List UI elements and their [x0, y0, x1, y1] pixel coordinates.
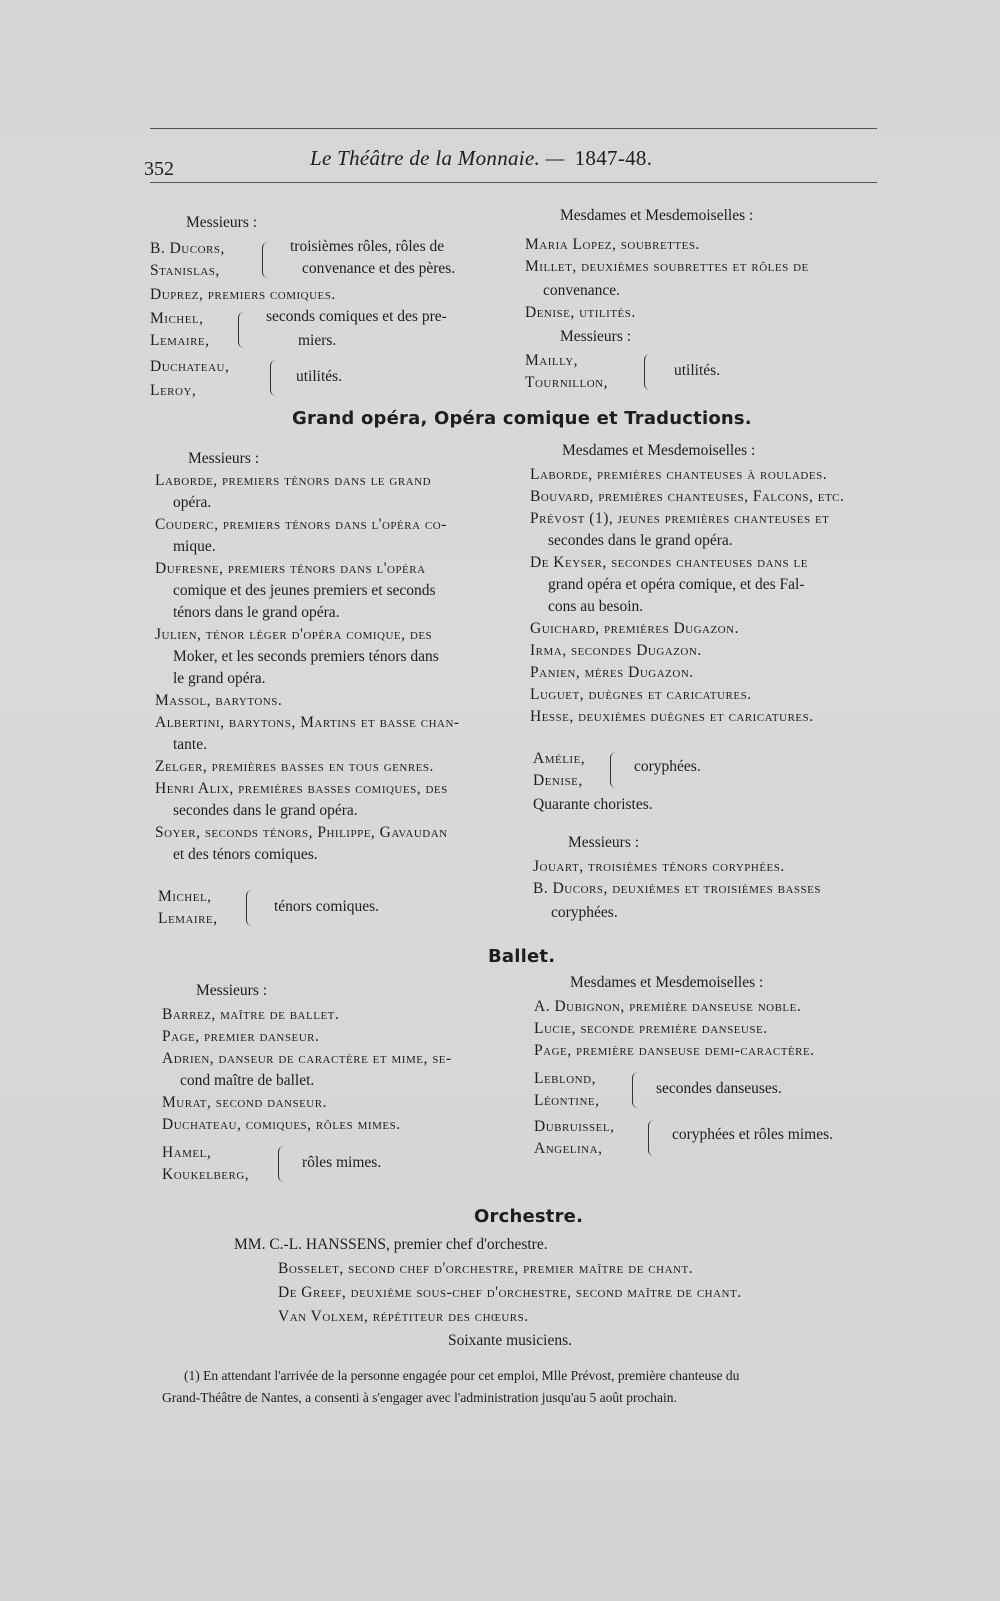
top-left-g3-name-2: Leroy, [150, 382, 197, 399]
grand-opera-right-heading: Mesdames et Mesdemoiselles : [562, 442, 756, 459]
go-right-line: Panien, mères Dugazon. [530, 664, 694, 681]
go-right-messieurs: Messieurs : [568, 834, 640, 851]
grand-opera-left-column [155, 470, 505, 866]
go-right-line: De Keyser, secondes chanteuses dans le [530, 554, 808, 571]
grand-opera-right-column [530, 464, 890, 728]
top-right-g-name-1: Mailly, [525, 352, 579, 369]
orchestre-line-4: Van Volxem, répétiteur des chœurs. [278, 1308, 529, 1325]
ballet-left-group-name-1: Hamel, [162, 1144, 212, 1161]
top-left-g1-name-2: Stanislas, [150, 262, 220, 279]
top-right-line-2b: convenance. [543, 282, 621, 299]
top-right-line-1: Maria Lopez, soubrettes. [525, 236, 700, 253]
brace [648, 1120, 655, 1156]
go-right-group-name-2: Denise, [533, 772, 583, 789]
top-left-g2-role-1: seconds comiques et des pre- [266, 308, 447, 325]
brace [278, 1146, 285, 1182]
brace [610, 752, 617, 788]
go-right-line: Irma, secondes Dugazon. [530, 642, 702, 659]
go-left-group-name-1: Michel, [158, 888, 212, 905]
go-left-line: et des ténors comiques. [173, 846, 318, 863]
go-left-line: Laborde, premiers ténors dans le grand [155, 472, 432, 489]
ballet-left-column [162, 1004, 512, 1136]
top-rule [150, 128, 877, 129]
top-left-heading: Messieurs : [186, 214, 258, 231]
ballet-left-line: Barrez, maître de ballet. [162, 1006, 340, 1023]
go-right-men-1: Jouart, troisièmes ténors coryphées. [533, 858, 785, 875]
ballet-left-group-name-2: Koukelberg, [162, 1166, 250, 1183]
go-right-line: Guichard, premières Dugazon. [530, 620, 739, 637]
top-left-g1-name-1: B. Ducors, [150, 240, 225, 257]
ballet-left-line: Adrien, danseur de caractère et mime, se- [162, 1050, 452, 1067]
top-right-g-name-2: Tournillon, [525, 374, 609, 391]
orchestre-line-1: MM. C.-L. HANSSENS, premier chef d'orchestre. [234, 1236, 548, 1253]
go-left-line: Moker, et les seconds premiers ténors dans [173, 648, 439, 665]
ballet-right-line: Lucie, seconde première danseuse. [534, 1020, 768, 1037]
go-right-men-3: coryphées. [551, 904, 618, 921]
footnote-line-2: Grand-Théâtre de Nantes, a consenti à s'engager avec l'administration jusqu'au 5 août prochain. [162, 1390, 677, 1405]
brace [644, 354, 651, 390]
ballet-right-heading: Mesdames et Mesdemoiselles : [570, 974, 764, 991]
top-left-duprez: Duprez, premiers comiques. [150, 286, 336, 303]
top-left-g3-name-1: Duchateau, [150, 358, 230, 375]
go-right-group-role: coryphées. [634, 758, 701, 775]
go-left-line: Albertini, barytons, Martins et basse chan- [155, 714, 460, 731]
go-right-line: secondes dans le grand opéra. [548, 532, 733, 549]
go-left-line: Zelger, premières basses en tous genres. [155, 758, 434, 775]
go-left-line: tante. [173, 736, 207, 753]
go-right-line: cons au besoin. [548, 598, 644, 615]
go-right-line: Laborde, premières chanteuses à roulades. [530, 466, 828, 483]
top-left-g1-role-2: convenance et des pères. [302, 260, 456, 277]
ballet-right-line: A. Dubignon, première danseuse noble. [534, 998, 802, 1015]
top-left-g3-role: utilités. [296, 368, 343, 385]
footnote-line-1: (1) En attendant l'arrivée de la personne engagée pour cet emploi, Mlle Prévost, première chanteuse du [184, 1368, 740, 1383]
go-left-line: Henri Alix, premières basses comiques, des [155, 780, 448, 797]
grand-opera-left-heading: Messieurs : [188, 450, 260, 467]
ballet-right-g1-name-1: Leblond, [534, 1070, 596, 1087]
ballet-right-g1-role: secondes danseuses. [656, 1080, 782, 1097]
brace [238, 312, 245, 348]
brace [262, 242, 269, 278]
ballet-right-g2-name-1: Dubruissel, [534, 1118, 615, 1135]
go-left-line: comique et des jeunes premiers et seconds [173, 582, 436, 599]
go-left-line: ténors dans le grand opéra. [173, 604, 340, 621]
go-left-line: secondes dans le grand opéra. [173, 802, 358, 819]
top-left-g1-role-1: troisièmes rôles, rôles de [290, 238, 445, 255]
ballet-right-g2-role: coryphées et rôles mimes. [672, 1126, 833, 1143]
top-left-g2-name-2: Lemaire, [150, 332, 210, 349]
ballet-left-line: cond maître de ballet. [180, 1072, 315, 1089]
go-left-group-role: ténors comiques. [274, 898, 380, 915]
go-right-line: Hesse, deuxièmes duègnes et caricatures. [530, 708, 814, 725]
orchestre-line-3: De Greef, deuxième sous-chef d'orchestre, second maître de chant. [278, 1284, 742, 1301]
go-left-line: opéra. [173, 494, 212, 511]
orchestre-line-5: Soixante musiciens. [448, 1332, 572, 1349]
top-right-line-3: Denise, utilités. [525, 304, 636, 321]
go-left-line: le grand opéra. [173, 670, 266, 687]
running-title-text: Le Théâtre de la Monnaie. — [310, 146, 565, 170]
go-right-line: grand opéra et opéra comique, et des Fal- [548, 576, 805, 593]
top-left-g2-name-1: Michel, [150, 310, 204, 327]
ballet-left-heading: Messieurs : [196, 982, 268, 999]
brace [246, 890, 253, 926]
page-number: 352 [144, 158, 174, 180]
top-right-messieurs: Messieurs : [560, 328, 632, 345]
header-rule [150, 182, 877, 183]
go-right-line: Luguet, duègnes et caricatures. [530, 686, 752, 703]
top-right-heading: Mesdames et Mesdemoiselles : [560, 207, 754, 224]
go-right-group-name-1: Amélie, [533, 750, 586, 767]
ballet-right-g2-name-2: Angelina, [534, 1140, 603, 1157]
go-left-line: Dufresne, premiers ténors dans l'opéra [155, 560, 426, 577]
ballet-title: Ballet. [488, 946, 556, 967]
ballet-right-g1-name-2: Léontine, [534, 1092, 600, 1109]
go-left-line: Julien, ténor léger d'opéra comique, des [155, 626, 433, 643]
brace [270, 360, 277, 396]
go-left-line: Soyer, seconds ténors, Philippe, Gavaudan [155, 824, 448, 841]
ballet-right-column [534, 996, 894, 1062]
ballet-left-group-role: rôles mimes. [302, 1154, 382, 1171]
ballet-left-line: Duchateau, comiques, rôles mimes. [162, 1116, 401, 1133]
go-right-choristes: Quarante choristes. [533, 796, 653, 813]
running-title [310, 146, 652, 171]
running-year: 1847-48. [574, 146, 653, 170]
go-right-men-2: B. Ducors, deuxièmes et troisièmes basses [533, 880, 821, 897]
ballet-left-line: Page, premier danseur. [162, 1028, 320, 1045]
top-right-g-role: utilités. [674, 362, 721, 379]
go-left-line: Massol, barytons. [155, 692, 283, 709]
go-left-group-name-2: Lemaire, [158, 910, 218, 927]
ballet-left-line: Murat, second danseur. [162, 1094, 327, 1111]
orchestre-title: Orchestre. [474, 1206, 584, 1227]
go-right-line: Prévost (1), jeunes premières chanteuses et [530, 510, 830, 527]
top-left-g2-role-2: miers. [298, 332, 337, 349]
brace [632, 1072, 639, 1108]
go-left-line: Couderc, premiers ténors dans l'opéra co- [155, 516, 447, 533]
orchestre-line-2: Bosselet, second chef d'orchestre, premier maître de chant. [278, 1260, 694, 1277]
go-left-line: mique. [173, 538, 216, 555]
go-right-line: Bouvard, premières chanteuses, Falcons, etc. [530, 488, 845, 505]
grand-opera-title: Grand opéra, Opéra comique et Traductions. [292, 408, 752, 429]
ballet-right-line: Page, première danseuse demi-caractère. [534, 1042, 815, 1059]
top-right-line-2a: Millet, deuxièmes soubrettes et rôles de [525, 258, 809, 275]
